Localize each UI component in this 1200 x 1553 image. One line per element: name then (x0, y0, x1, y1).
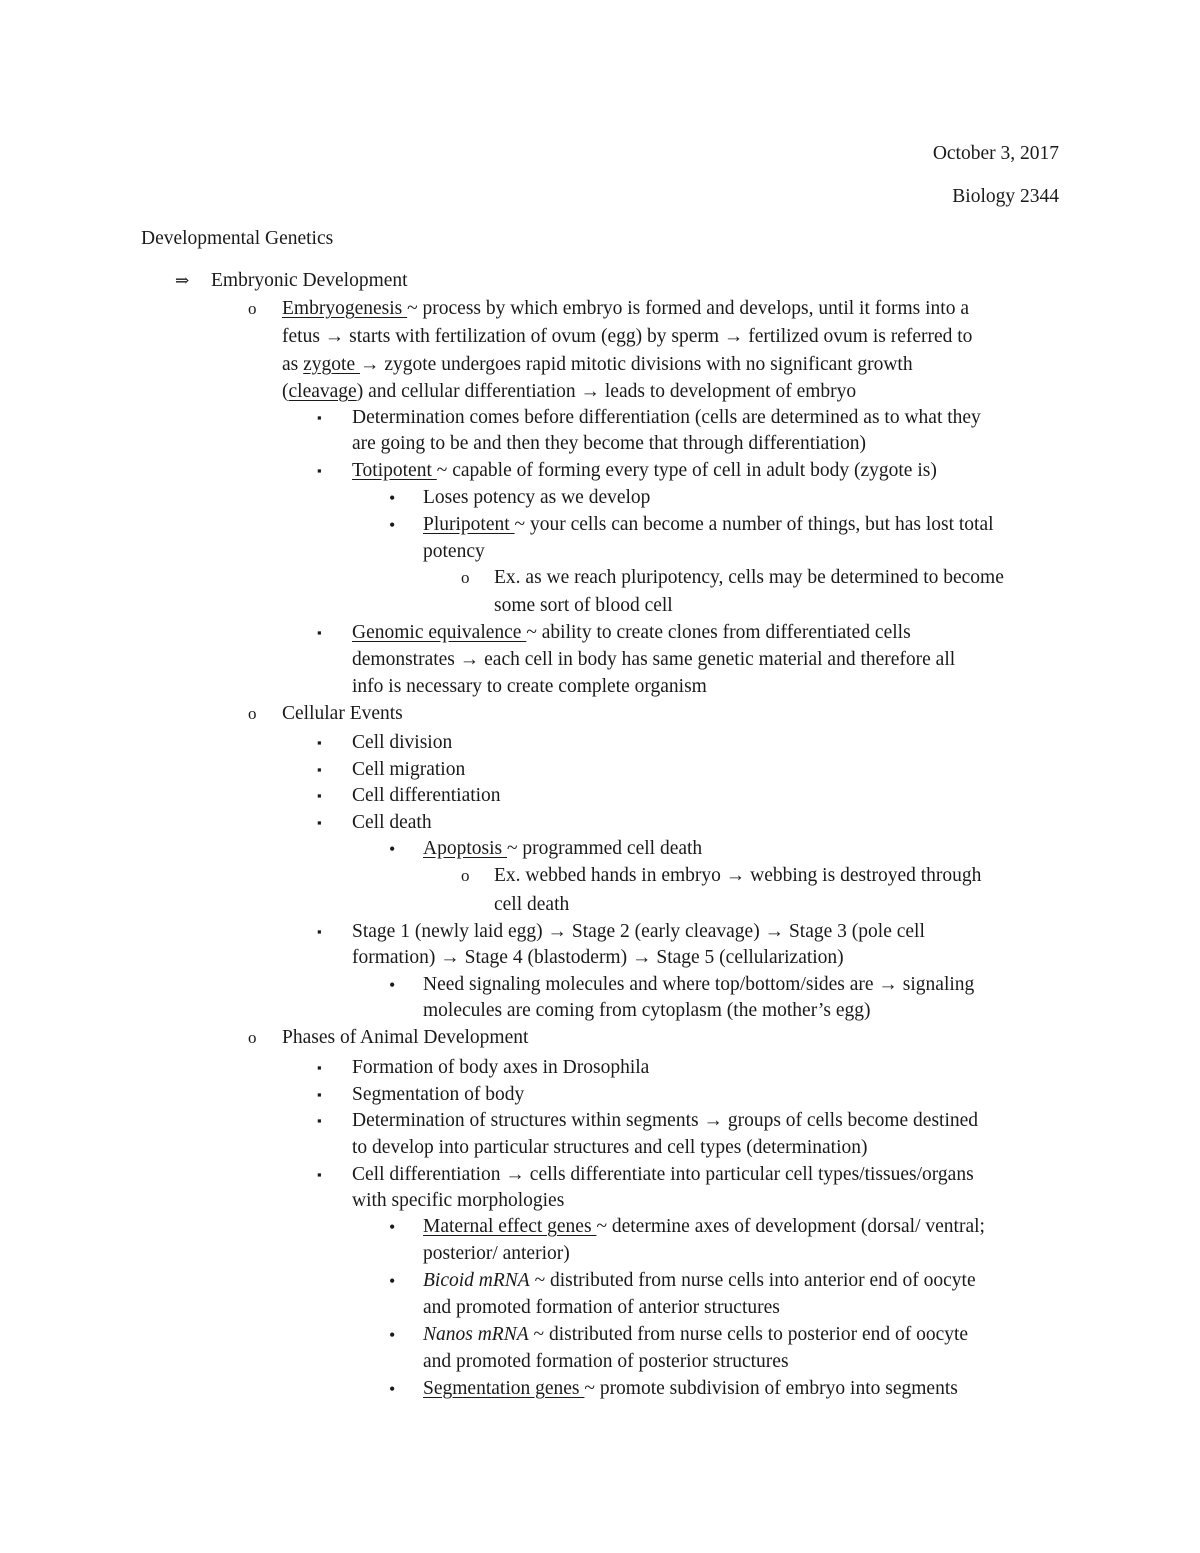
line-text: ~ distributed from nurse cells into anterior end of oocyte (529, 1270, 976, 1291)
line-text: Segmentation of body (352, 1084, 525, 1105)
line-text: Cell migration (352, 759, 466, 780)
outline-line (423, 972, 974, 998)
dot-bullet-icon: • (389, 1379, 396, 1399)
line-text: → zygote undergoes rapid mitotic divisions with no significant growth (359, 354, 913, 375)
outline-line (423, 1241, 570, 1267)
outline-line (423, 512, 994, 538)
line-text: molecules are coming from cytoplasm (the mother’s egg) (423, 1000, 871, 1021)
line-text: formation) → Stage 4 (blastoderm) → Stage 5 (cellularization) (352, 947, 844, 968)
course-line: Biology 2344 (952, 186, 1059, 207)
outline-line (211, 268, 408, 294)
term-underlined: Apoptosis (423, 838, 507, 859)
square-bullet-icon: ▪ (317, 1113, 322, 1128)
dot-bullet-icon: • (389, 515, 396, 535)
outline-line (352, 1135, 868, 1161)
square-bullet-icon: ▪ (317, 463, 322, 478)
outline-line (494, 593, 673, 619)
outline-line (352, 1188, 564, 1214)
outline-line (423, 1376, 958, 1402)
line-text: to develop into particular structures and cell types (determination) (352, 1137, 868, 1158)
outline-line (352, 1108, 978, 1134)
line-text: ( (282, 381, 289, 402)
line-text: Cellular Events (282, 703, 403, 724)
line-text: cell death (494, 894, 570, 915)
line-text: as (282, 354, 304, 375)
outline-line (423, 485, 650, 511)
square-bullet-icon: ▪ (317, 1060, 322, 1075)
line-text: Stage 1 (newly laid egg) → Stage 2 (early cleavage) → Stage 3 (pole cell (352, 921, 925, 942)
dot-bullet-icon: • (389, 1325, 396, 1345)
outline-line (282, 701, 403, 727)
line-text: Cell death (352, 812, 432, 833)
outline-line (423, 1214, 985, 1240)
term-underlined: Segmentation genes (423, 1378, 585, 1399)
outline-line (282, 324, 972, 350)
outline-line (352, 674, 707, 700)
outline-line (282, 296, 969, 322)
line-text: Cell differentiation → cells differentiate into particular cell types/tissues/organs (352, 1164, 974, 1185)
line-text: ~ distributed from nurse cells to posterior end of oocyte (528, 1324, 969, 1345)
outline-line (352, 620, 911, 646)
line-text: Phases of Animal Development (282, 1027, 529, 1048)
outline-line (494, 892, 569, 918)
outline-line (352, 458, 937, 484)
circle-bullet-icon: o (248, 299, 257, 318)
term-underlined: zygote (303, 354, 360, 375)
outline-line (423, 1295, 780, 1321)
circle-bullet-icon: o (461, 866, 470, 885)
outline-line (352, 919, 925, 945)
line-text: ~ programmed cell death (506, 838, 703, 859)
line-text: ~ capable of forming every type of cell in adult body (zygote is) (436, 460, 937, 481)
outline-line (352, 810, 432, 836)
line-text: Need signaling molecules and where top/bottom/sides are → signaling (423, 974, 975, 995)
outline-line (423, 1268, 976, 1294)
outline-line (423, 1322, 968, 1348)
outline-line (352, 647, 955, 673)
line-text: ~ promote subdivision of embryo into segments (584, 1378, 958, 1399)
document-title: Developmental Genetics (141, 228, 334, 249)
line-text: Ex. webbed hands in embryo → webbing is destroyed through (494, 865, 982, 886)
line-text: potency (423, 541, 485, 562)
line-text: ~ ability to create clones from differentiated cells (526, 622, 911, 643)
line-text: Determination of structures within segments → groups of cells become destined (352, 1110, 979, 1131)
line-text: demonstrates → each cell in body has same genetic material and therefore all (352, 649, 956, 670)
line-text: and promoted formation of anterior structures (423, 1297, 780, 1318)
outline-line (352, 1162, 974, 1188)
outline-line (494, 565, 1004, 591)
line-text: ) and cellular differentiation → leads to development of embryo (356, 381, 857, 402)
line-text: Loses potency as we develop (423, 487, 651, 508)
date-line: October 3, 2017 (932, 143, 1059, 164)
dot-bullet-icon: • (389, 488, 396, 508)
term-underlined: Genomic equivalence (352, 622, 527, 643)
outline-line (423, 539, 485, 565)
square-bullet-icon: ▪ (317, 815, 322, 830)
line-text: ~ process by which embryo is formed and develops, until it forms into a (407, 298, 969, 319)
outline-line (423, 836, 702, 862)
line-text: Determination comes before differentiation (cells are determined as to what they (352, 407, 981, 428)
line-text: ~ determine axes of development (dorsal/ ventral; (596, 1216, 985, 1237)
term-italic: Nanos mRNA (423, 1324, 529, 1345)
line-text: with specific morphologies (352, 1190, 565, 1211)
outline-line (352, 730, 452, 756)
dot-bullet-icon: • (389, 975, 396, 995)
circle-bullet-icon: o (461, 568, 470, 587)
square-bullet-icon: ▪ (317, 924, 322, 939)
square-bullet-icon: ▪ (317, 735, 322, 750)
outline-line (282, 1025, 528, 1051)
square-bullet-icon: ▪ (317, 410, 322, 425)
line-text: Cell differentiation (352, 785, 501, 806)
outline-line (352, 431, 866, 457)
arrow-bullet-icon: ⇒ (175, 271, 190, 290)
line-text: Ex. as we reach pluripotency, cells may be determined to become (494, 567, 1004, 588)
term-underlined: Embryogenesis (282, 298, 408, 319)
dot-bullet-icon: • (389, 839, 396, 859)
outline-line (352, 757, 465, 783)
line-text: fetus → starts with fertilization of ovum (egg) by sperm → fertilized ovum is referred to (282, 326, 973, 347)
square-bullet-icon: ▪ (317, 788, 322, 803)
line-text: Embryonic Development (211, 270, 408, 291)
square-bullet-icon: ▪ (317, 625, 322, 640)
outline-line (282, 379, 856, 405)
line-text: ~ your cells can become a number of things, but has lost total (514, 514, 994, 535)
line-text: Formation of body axes in Drosophila (352, 1057, 650, 1078)
term-underlined: Totipotent (352, 460, 437, 481)
square-bullet-icon: ▪ (317, 762, 322, 777)
line-text: are going to be and then they become that through differentiation) (352, 433, 867, 454)
outline-line (494, 863, 981, 889)
outline-line (352, 1055, 649, 1081)
line-text: Cell division (352, 732, 453, 753)
square-bullet-icon: ▪ (317, 1087, 322, 1102)
term-italic: Bicoid mRNA (423, 1270, 530, 1291)
outline-line (282, 352, 913, 378)
outline-line (352, 945, 844, 971)
term-underlined: Maternal effect genes (423, 1216, 597, 1237)
term-underlined: cleavage (288, 381, 357, 402)
dot-bullet-icon: • (389, 1217, 396, 1237)
circle-bullet-icon: o (248, 704, 257, 723)
square-bullet-icon: ▪ (317, 1167, 322, 1182)
term-underlined: Pluripotent (423, 514, 515, 535)
outline-line (352, 1082, 524, 1108)
outline-line (352, 405, 981, 431)
outline-line (423, 1349, 789, 1375)
circle-bullet-icon: o (248, 1028, 257, 1047)
line-text: posterior/ anterior) (423, 1243, 570, 1264)
line-text: and promoted formation of posterior structures (423, 1351, 789, 1372)
line-text: some sort of blood cell (494, 595, 673, 616)
dot-bullet-icon: • (389, 1271, 396, 1291)
outline-line (352, 783, 501, 809)
outline-line (423, 998, 870, 1024)
line-text: info is necessary to create complete organism (352, 676, 707, 697)
